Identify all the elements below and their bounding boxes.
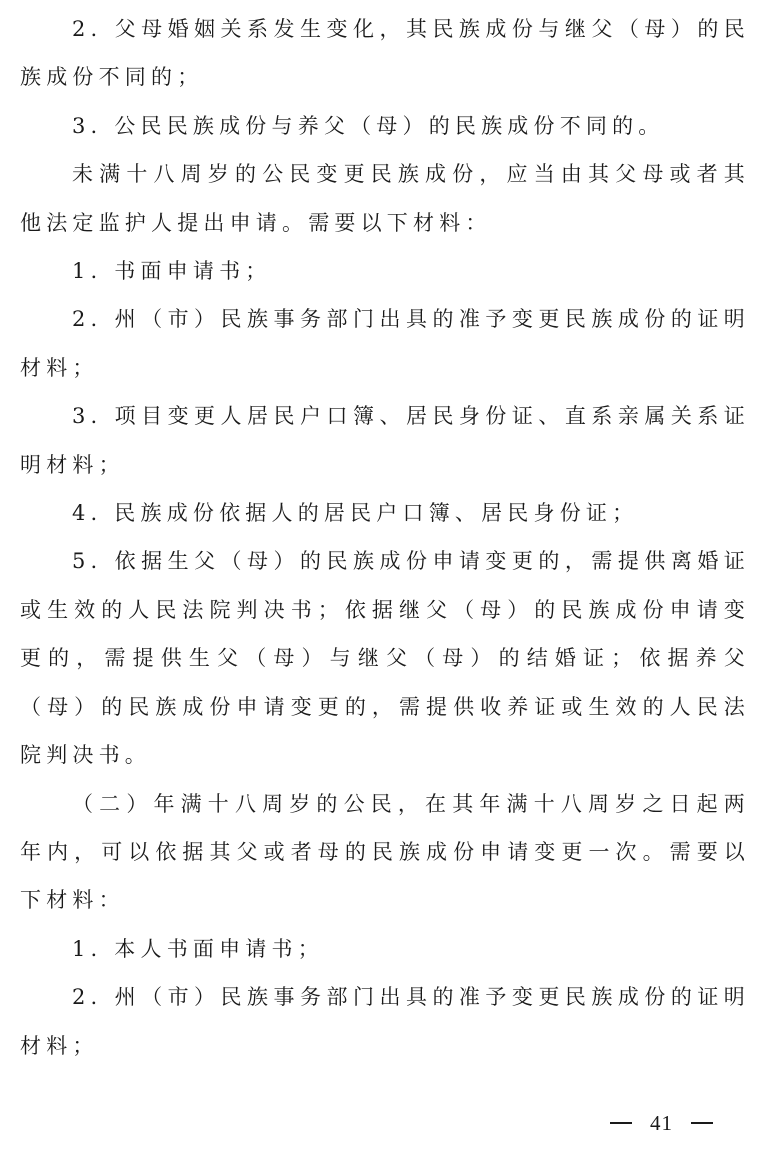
- footer-dash-right: [691, 1122, 713, 1124]
- paragraph: 5. 依据生父（母）的民族成份申请变更的，需提供离婚证或生效的人民法院判决书；依据继父（母）的民族成份申请变更的，需提供生父（母）与继父（母）的结婚证；依据养父（母）的民族成份申请变更的，需提供收养证或生效的人民法院判决书。: [20, 549, 750, 768]
- page-number: 41: [650, 1110, 673, 1135]
- document-body: [20, 5, 750, 1070]
- paragraph: （二）年满十八周岁的公民，在其年满十八周岁之日起两年内，可以依据其父或者母的民族成份申请变更一次。需要以下材料：: [20, 791, 750, 913]
- paragraph: 2. 州（市）民族事务部门出具的准予变更民族成份的证明材料；: [20, 985, 750, 1058]
- paragraph: 4. 民族成份依据人的居民户口簿、居民身份证；: [72, 501, 639, 526]
- page-footer: [610, 1105, 750, 1141]
- paragraph: 未满十八周岁的公民变更民族成份，应当由其父母或者其他法定监护人提出申请。需要以下材料：: [20, 162, 750, 235]
- paragraph: 2. 父母婚姻关系发生变化，其民族成份与继父（母）的民族成份不同的；: [20, 17, 750, 90]
- paragraph: 1. 书面申请书；: [72, 259, 272, 284]
- paragraph: 3. 项目变更人居民户口簿、居民身份证、直系亲属关系证明材料；: [20, 404, 750, 477]
- paragraph: 3. 公民民族成份与养父（母）的民族成份不同的。: [72, 113, 665, 138]
- paragraph: 1. 本人书面申请书；: [72, 936, 324, 961]
- paragraph: 2. 州（市）民族事务部门出具的准予变更民族成份的证明材料；: [20, 307, 750, 380]
- footer-dash-left: [610, 1122, 632, 1124]
